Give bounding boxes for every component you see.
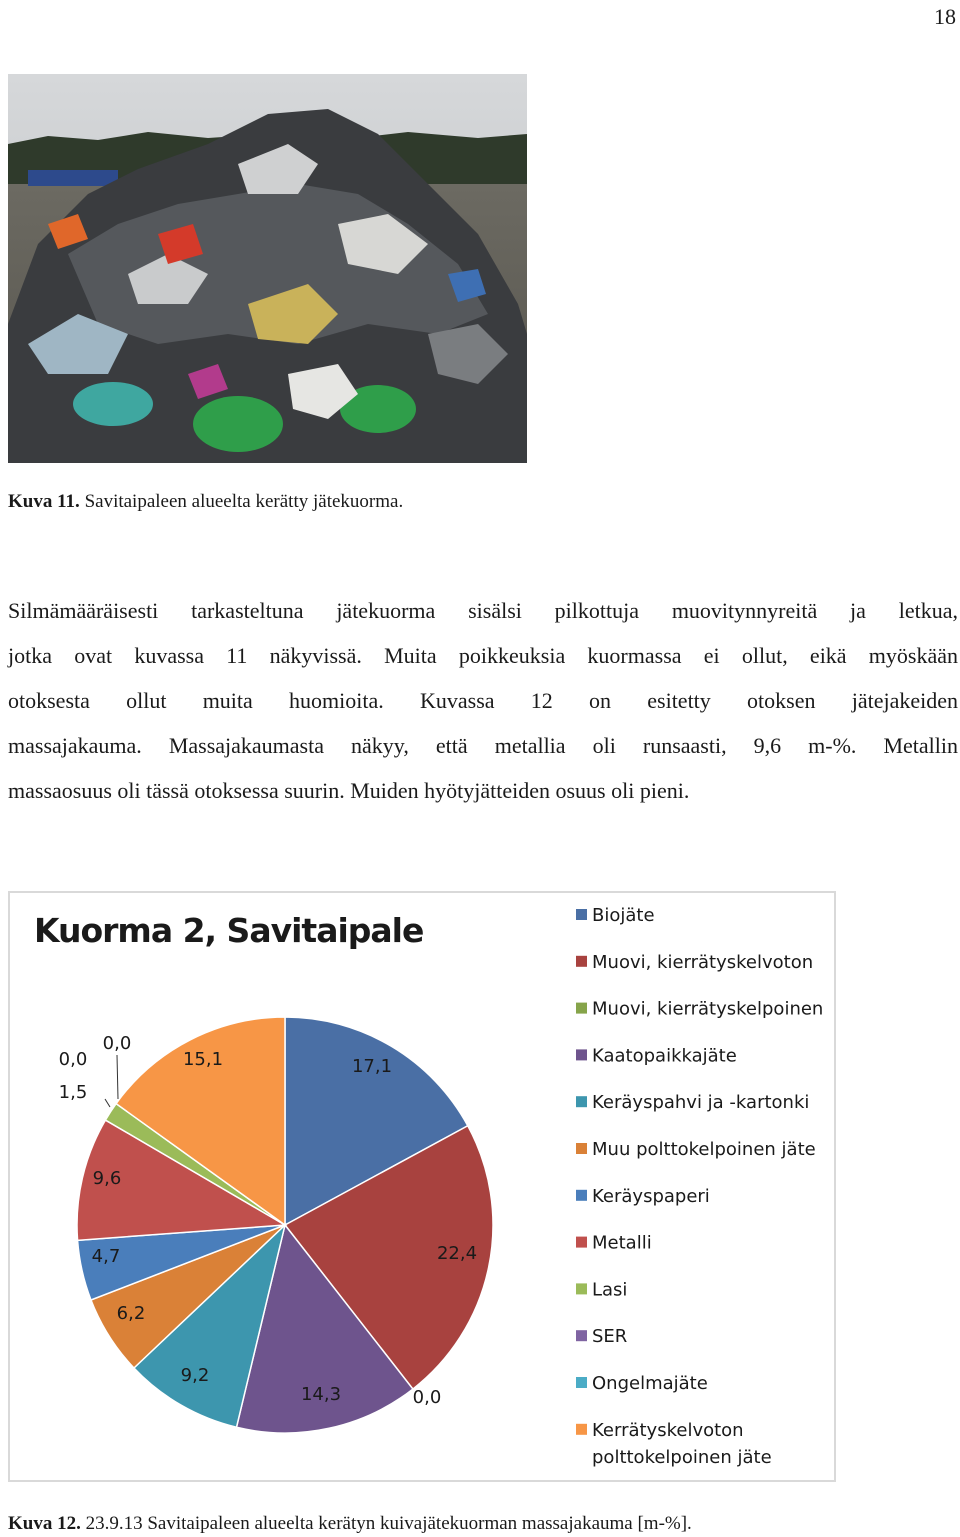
figure-11-caption: [8, 491, 403, 513]
page-number: 18: [934, 4, 956, 29]
pie-data-label: 22,4: [436, 1243, 478, 1264]
paragraph-line: Silmämääräisesti tarkasteltuna jätekuorma sisälsi pilkottuja muovitynnyreitä ja letkua,: [8, 598, 958, 623]
legend-label: SER: [592, 1326, 628, 1348]
waste-pile-image: [8, 74, 527, 463]
legend-swatch: [576, 1237, 587, 1248]
legend-label: Ongelmajäte: [592, 1373, 708, 1394]
figure-12-caption: [8, 1513, 692, 1535]
legend-label: Muu polttokelpoinen jäte: [592, 1139, 816, 1160]
legend-swatch: [576, 1049, 587, 1060]
paragraph-line: otoksesta ollut muita huomioita. Kuvassa 12 on esitetty otoksen jätejakeiden: [8, 688, 958, 713]
pie-chart: [10, 893, 834, 1480]
paragraph-line: massajakauma. Massajakaumasta näkyy, että metallia oli runsaasti, 9,6 m-%. Metallin: [8, 733, 958, 758]
legend-label: Kerrätyskelvoton: [592, 1419, 744, 1441]
pie-data-label: 4,7: [91, 1246, 121, 1267]
legend-label: polttokelpoinen jäte: [592, 1446, 772, 1468]
pie-data-label: 9,6: [92, 1168, 122, 1189]
figure-12-text: 23.9.13 Savitaipaleen alueelta kerätyn kuivajätekuorman massajakauma [m-%].: [80, 1513, 692, 1534]
legend-swatch: [576, 1143, 587, 1154]
pie-data-label: 9,2: [180, 1365, 210, 1386]
chart-legend: [576, 905, 823, 1468]
figure-11-label: Kuva 11.: [8, 491, 80, 512]
body-paragraph: [8, 588, 958, 813]
pie-data-label: 1,5: [58, 1082, 88, 1103]
legend-swatch: [576, 956, 587, 967]
pie-data-label: 0,0: [102, 1033, 132, 1054]
pie-data-label: 15,1: [182, 1049, 224, 1070]
legend-label: Biojäte: [592, 905, 655, 926]
paragraph-line: jotka ovat kuvassa 11 näkyvissä. Muita poikkeuksia kuormassa ei ollut, eikä myöskään: [8, 643, 958, 668]
legend-swatch: [576, 909, 587, 920]
paragraph-line: massaosuus oli tässä otoksessa suurin. Muiden hyötyjätteiden osuus oli pieni.: [8, 778, 690, 803]
legend-label: Lasi: [592, 1279, 628, 1301]
figure-12-label: Kuva 12.: [8, 1513, 81, 1534]
legend-swatch: [576, 1424, 587, 1435]
legend-label: Kaatopaikkajäte: [592, 1045, 737, 1067]
pie-data-label: 14,3: [300, 1384, 342, 1405]
pie-data-label: 0,0: [58, 1049, 88, 1070]
legend-label: Metalli: [592, 1232, 652, 1254]
legend-swatch: [576, 1096, 587, 1107]
legend-swatch: [576, 1003, 587, 1014]
figure-11-text: Savitaipaleen alueelta kerätty jätekuorma.: [79, 491, 404, 512]
legend-label: Keräyspaperi: [592, 1185, 710, 1207]
leader-line: [117, 1055, 118, 1099]
legend-swatch: [576, 1283, 587, 1294]
legend-swatch: [576, 1377, 587, 1388]
leader-line: [105, 1099, 110, 1107]
chart-title: Kuorma 2, Savitaipale: [34, 911, 424, 950]
pie-slices: [77, 1017, 493, 1433]
legend-label: Keräyspahvi ja -kartonki: [592, 1092, 810, 1114]
legend-swatch: [576, 1190, 587, 1201]
pie-data-label: 0,0: [412, 1387, 442, 1408]
legend-swatch: [576, 1330, 587, 1341]
pie-data-label: 17,1: [351, 1056, 393, 1077]
legend-label: Muovi, kierrätyskelvoton: [592, 951, 814, 973]
pie-chart-container: [8, 891, 836, 1482]
legend-label: Muovi, kierrätyskelpoinen: [592, 998, 824, 1020]
waste-pile-photo: [8, 74, 527, 463]
pie-data-label: 6,2: [116, 1303, 146, 1324]
